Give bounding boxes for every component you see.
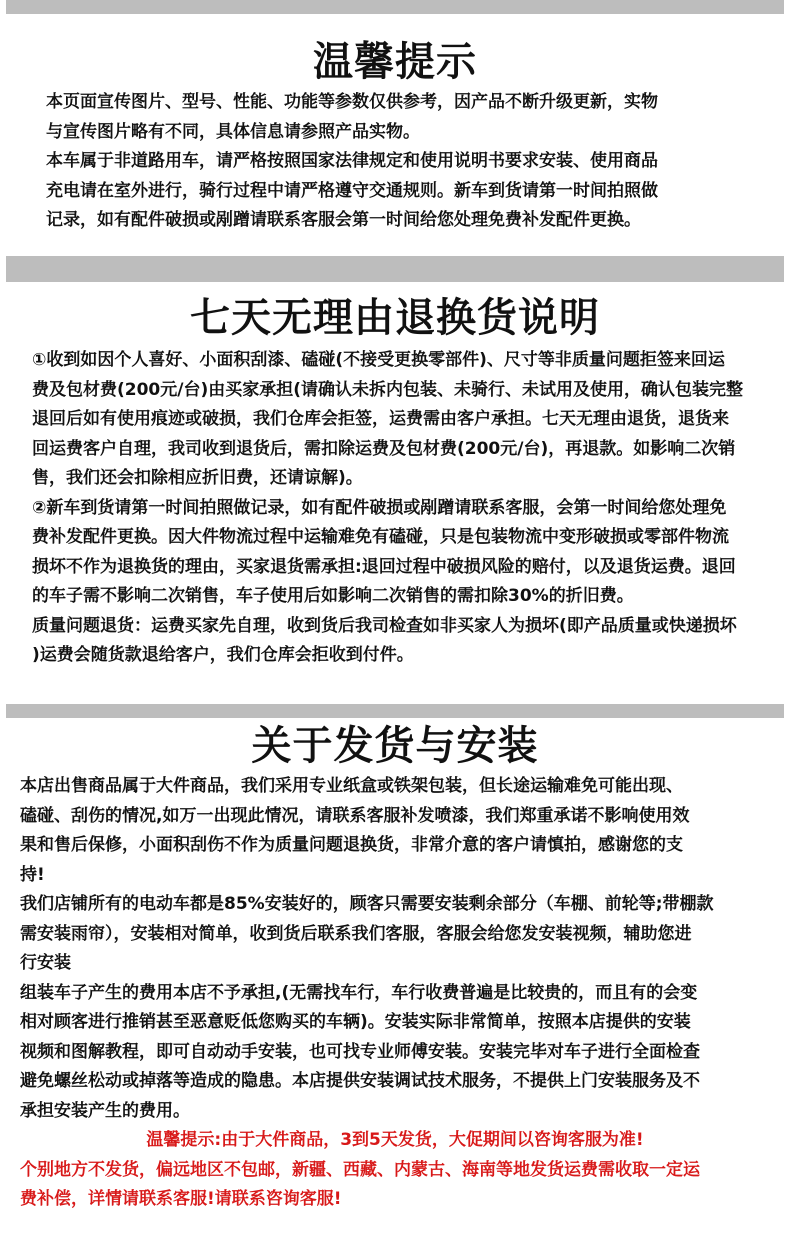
divider-band [6, 256, 784, 282]
region-notice: 个别地方不发货，偏远地区不包邮，新疆、西藏、内蒙古、海南等地发货运费需收取一定运 费补偿，详情请联系客服!请联系咨询客服! [20, 1159, 700, 1209]
paragraph: 我们店铺所有的电动车都是85%安装好的，顾客只需要安装剩余部分（车棚、前轮等;带棚款 需安装雨帘），安装相对简单，收到货后联系我们客服，客服会给您发安装视频，辅助您进 行安装 [20, 894, 714, 973]
divider-band [6, 704, 784, 718]
paragraph: ①收到如因个人喜好、小面积刮漆、磕碰(不接受更换零部件)、尺寸等非质量问题拒签来回运 费及包材费(200元/台)由买家承担(请确认未拆内包装、未骑行、未试用及使用，确认包装完整 退回后如有使用痕迹或破损，我们仓库会拒签，运费需由客户承担。七天无理由退货，退货来 回运费客户自理，我司收到退货后，需扣除运费及包材费(200元/台)，再退款。如影响二次销 售，我们还会扣除相应折旧费，还请谅解)。 [32, 350, 744, 488]
section-title: 关于发货与安装 [251, 723, 539, 769]
section-seven-day-return [0, 292, 790, 671]
paragraph: 本车属于非道路用车，请严格按照国家法律规定和使用说明书要求安装、使用商品 充电请在室外进行，骑行过程中请严格遵守交通规则。新车到货请第一时间拍照做 记录，如有配件破损或剐蹭请联系客服会第一时间给您处理免费补发配件更换。 [46, 151, 658, 230]
paragraph: 本店出售商品属于大件商品，我们采用专业纸盒或铁架包装，但长途运输难免可能出现、 磕碰、刮伤的情况,如万一出现此情况，请联系客服补发喷漆，我们郑重承诺不影响使用效 果和售后保修，小面积刮伤不作为质量问题退换货，非常介意的客户请慎拍，感谢您的支 持! [20, 776, 690, 885]
divider-band-top [6, 0, 784, 14]
paragraph: 本页面宣传图片、型号、性能、功能等参数仅供参考，因产品不断升级更新，实物 与宣传图片略有不同，具体信息请参照产品实物。 [46, 92, 658, 142]
paragraph: 组装车子产生的费用本店不予承担,(无需找车行，车行收费普遍是比较贵的，而且有的会变 相对顾客进行推销甚至恶意贬低您购买的车辆)。安装实际非常简单，按照本店提供的安装 视频和图解教程，即可自动动手安装，也可找专业师傅安装。安装完毕对车子进行全面检查 避免螺丝松动或掉落等造成的隐患。本店提供安装调试技术服务，不提供上门安装服务及不 承担安装产生的费用。 [20, 982, 700, 1121]
section-shipping-installation [0, 720, 790, 1215]
section-title: 温馨提示 [313, 39, 477, 85]
paragraph: 质量问题退货：运费买家先自理，收到货后我司检查如非买家人为损坏(即产品质量或快递损坏 )运费会随货款退给客户，我们仓库会拒收到付件。 [32, 615, 737, 665]
paragraph: ②新车到货请第一时间拍照做记录，如有配件破损或剐蹭请联系客服，会第一时间给您处理免 费补发配件更换。因大件物流过程中运输难免有磕碰，只是包装物流中变形破损或零部件物流 损坏不作为退换货的理由，买家退货需承担:退回过程中破损风险的赔付，以及退货运费。退回 的车子需不影响二次销售，车子使用后如影响二次销售的需扣除30%的折旧费。 [32, 497, 736, 606]
section-title: 七天无理由退换货说明 [190, 295, 600, 341]
section-warm-tips [0, 36, 790, 236]
shipping-notice: 温馨提示:由于大件商品，3到5天发货，大促期间以咨询客服为准! [146, 1130, 644, 1150]
